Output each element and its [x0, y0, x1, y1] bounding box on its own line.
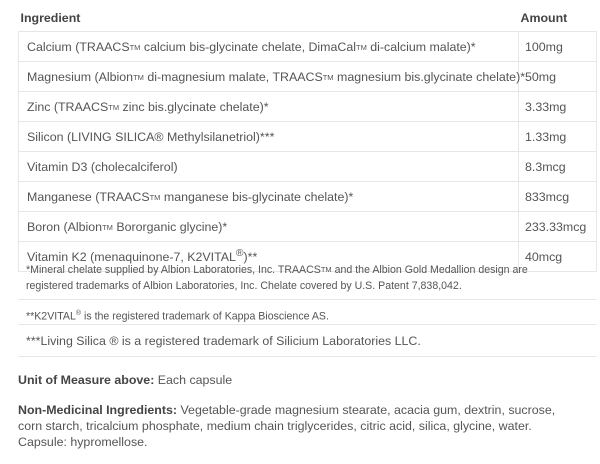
ingredient-text: )** — [243, 250, 258, 265]
ingredient-text: Zinc (TRAACS — [27, 99, 109, 114]
ingredient-text: magnesium bis.glycinate chelate)* — [333, 69, 526, 84]
amount-cell: 833mcg — [519, 182, 597, 212]
ingredient-text: manganese bis-glycinate chelate)* — [160, 189, 354, 204]
divider — [18, 356, 596, 357]
trademark-mark: TM — [322, 72, 334, 82]
footnote-mineral-chelate — [26, 262, 586, 294]
ingredient-text: Magnesium (Albion — [27, 69, 134, 84]
footnote-text: registered trademarks of Albion Laboratories, Inc. Chelate covered by U.S. Patent 7,838,042. — [26, 280, 462, 293]
ingredient-column-header: Ingredient — [20, 11, 81, 25]
non-medicinal-label: Non-Medicinal Ingredients: — [18, 403, 178, 417]
footnote-text: *Mineral chelate supplied by Albion Laboratories, Inc. TRAACS — [26, 264, 321, 276]
ingredient-text: di-calcium malate)* — [366, 39, 476, 54]
footnote-text: is the registered trademark of Kappa Bioscience AS. — [81, 310, 329, 323]
table-row — [19, 182, 597, 212]
table-row — [19, 92, 597, 122]
ingredient-cell — [19, 62, 526, 92]
amount-cell: 8.3mcg — [519, 152, 597, 182]
amount-cell: 233.33mcg — [519, 212, 597, 242]
amount-cell: 3.33mg — [519, 92, 597, 122]
registered-mark: ® — [235, 248, 244, 260]
registered-mark: ® — [75, 310, 82, 317]
table-row — [19, 122, 597, 152]
trademark-mark: TM — [355, 42, 367, 52]
ingredient-text: di-magnesium malate, TRAACS — [143, 69, 323, 84]
unit-value: Each capsule — [154, 373, 233, 387]
trademark-mark: TM — [133, 72, 144, 82]
ingredient-text: Bororganic glycine)* — [112, 219, 228, 234]
ingredient-cell — [19, 122, 519, 152]
amount-column-header: Amount — [520, 11, 568, 25]
trademark-mark: TM — [102, 222, 113, 232]
footnote-living-silica: ***Living Silica ® is a registered trademark of Silicium Laboratories LLC. — [26, 334, 421, 348]
table-row — [19, 152, 597, 182]
divider — [18, 324, 596, 325]
ingredient-text: calcium bis-glycinate chelate, DimaCal — [140, 39, 356, 54]
trademark-mark: TM — [108, 102, 120, 112]
ingredient-cell — [19, 32, 519, 62]
footnote-text: **K2VITAL — [26, 310, 76, 323]
table-header-row — [19, 5, 597, 32]
ingredient-table — [18, 5, 597, 275]
ingredient-text: Calcium (TRAACS — [27, 39, 130, 54]
ingredient-cell — [19, 152, 519, 182]
ingredient-text: Vitamin D3 (cholecalciferol) — [27, 159, 178, 174]
ingredient-text: Boron (Albion — [27, 219, 103, 234]
amount-cell: 40mcg — [519, 242, 597, 272]
unit-label: Unit of Measure above: — [18, 373, 155, 387]
table-row — [19, 32, 597, 62]
amount-cell: 50mg — [519, 62, 597, 92]
ingredient-cell — [19, 212, 519, 242]
non-medicinal-value: Vegetable-grade magnesium stearate, acacia gum, dextrin, sucrose, corn starch, tricalcium phosphate, medium chain triglycerides, citric acid, silica, glycine, water. Capsule: hypromellose. — [18, 403, 556, 449]
ingredient-text: Vitamin K2 (menaquinone-7, K2VITAL — [27, 250, 236, 265]
ingredient-text: Silicon (LIVING SILICA® Methylsilanetriol)*** — [27, 129, 275, 144]
footnote-text: and the Albion Gold Medallion design are — [331, 264, 528, 276]
divider — [18, 299, 596, 300]
amount-cell: 100mg — [519, 32, 597, 62]
ingredient-cell — [19, 182, 519, 212]
trademark-mark: TM — [129, 42, 141, 52]
table-row — [19, 62, 597, 92]
trademark-mark: TM — [149, 192, 161, 202]
trademark-mark: TM — [320, 265, 332, 275]
ingredient-text: Manganese (TRAACS — [27, 189, 150, 204]
non-medicinal-ingredients — [18, 402, 578, 450]
table-row — [19, 212, 597, 242]
ingredient-text: zinc bis.glycinate chelate)* — [119, 99, 269, 114]
amount-cell: 1.33mg — [519, 122, 597, 152]
ingredient-cell — [19, 92, 519, 122]
footnote-k2vital — [26, 306, 586, 325]
unit-of-measure — [18, 371, 596, 389]
